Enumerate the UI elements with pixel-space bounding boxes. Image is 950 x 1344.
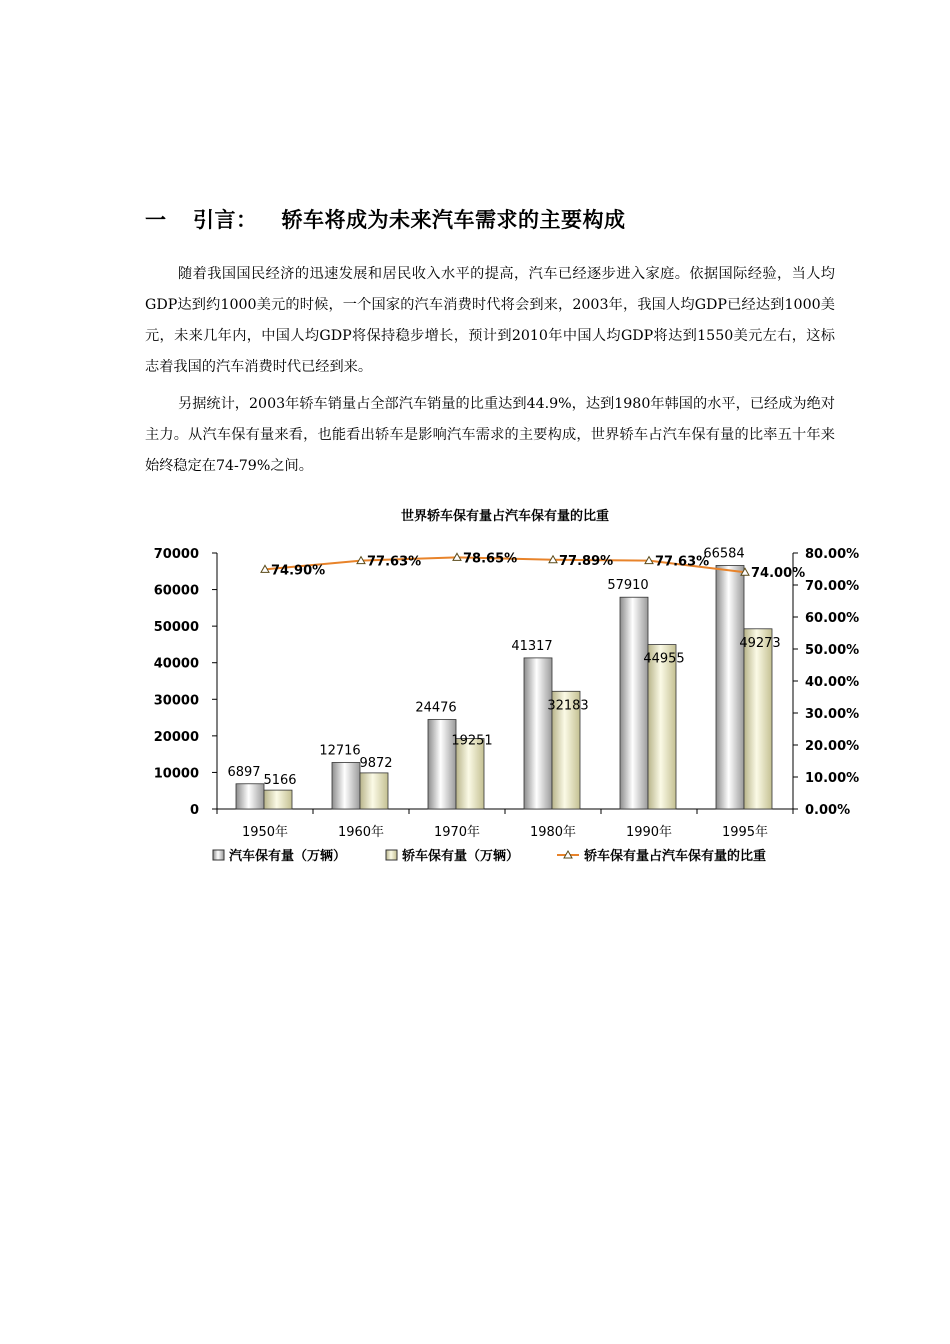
y-right-tick-label: 10.00% [805, 771, 860, 786]
y-right-tick-label: 80.00% [805, 547, 860, 562]
y-left-tick-label: 30000 [153, 693, 199, 709]
y-right-tick-label: 60.00% [805, 611, 860, 626]
ratio-label: 74.00% [751, 566, 806, 582]
legend-label: 汽车保有量（万辆） [229, 849, 347, 864]
paragraph: 随着我国国民经济的迅速发展和居民收入水平的提高，汽车已经逐步进入家庭。依据国际经验，当人均GDP达到约1000美元的时候，一个国家的汽车消费时代将会到来，2003年，我国人均GDP已经达到1000美元，未来几年内，中国人均GDP将保持稳步增长，预计到2010年中国人均GDP将达到1550美元左右，这标志着我国的汽车消费时代已经到来。 [145, 266, 835, 375]
y-left-tick-label: 20000 [153, 729, 199, 745]
ratio-label: 74.90% [271, 563, 326, 579]
bar-car-stock [716, 565, 744, 809]
heading-title: 轿车将成为未来汽车需求的主要构成 [281, 208, 626, 232]
data-label: 57910 [607, 578, 649, 594]
y-right-tick-label: 30.00% [805, 707, 860, 722]
x-tick-label: 1980年 [529, 825, 577, 840]
heading-lead: 引言： [193, 208, 258, 232]
x-tick-label: 1995年 [721, 825, 769, 840]
bar-car-stock [524, 658, 552, 809]
y-left-tick-label: 40000 [153, 656, 199, 672]
legend-label: 轿车保有量（万辆） [402, 849, 520, 864]
y-right-tick-label: 0.00% [805, 803, 851, 818]
x-tick-label: 1990年 [625, 825, 673, 840]
x-tick-label: 1960年 [337, 825, 385, 840]
data-label: 9872 [359, 755, 393, 771]
y-left-tick-label: 70000 [153, 547, 199, 562]
data-label: 49273 [739, 635, 781, 651]
heading-number: 一 [145, 208, 167, 232]
y-right-tick-label: 20.00% [805, 739, 860, 754]
legend-swatch-sedan-stock [386, 850, 397, 860]
paragraph: 另据统计，2003年轿车销量占全部汽车销量的比重达到44.9%，达到1980年韩国的水平，已经成为绝对主力。从汽车保有量来看，也能看出轿车是影响汽车需求的主要构成，世界轿车占汽车保有量的比率五十年来始终稳定在74-79%之间。 [145, 396, 835, 474]
data-label: 66584 [703, 546, 745, 562]
ratio-label: 77.63% [367, 554, 422, 570]
bar-sedan-stock [648, 645, 676, 809]
chart-title: 世界轿车保有量占汽车保有量的比重 [400, 509, 610, 524]
data-label: 19251 [451, 733, 493, 749]
bar-line-chart [145, 498, 860, 878]
ratio-label: 78.65% [463, 551, 518, 567]
data-label: 41317 [511, 638, 553, 654]
legend-swatch-car-stock [213, 850, 224, 860]
ratio-label: 77.63% [655, 554, 710, 570]
y-right-tick-label: 70.00% [805, 579, 860, 594]
data-label: 12716 [319, 743, 361, 759]
bar-sedan-stock [264, 790, 292, 809]
y-right-tick-label: 40.00% [805, 675, 860, 690]
bar-sedan-stock [456, 739, 484, 809]
legend-label: 轿车保有量占汽车保有量的比重 [584, 849, 767, 864]
x-tick-label: 1970年 [433, 825, 481, 840]
bar-car-stock [236, 784, 264, 809]
y-right-tick-label: 50.00% [805, 643, 860, 658]
y-left-tick-label: 0 [189, 803, 199, 818]
bar-sedan-stock [360, 773, 388, 809]
y-left-tick-label: 50000 [153, 620, 199, 636]
section-heading [145, 204, 626, 234]
bar-sedan-stock [744, 629, 772, 809]
x-tick-label: 1950年 [241, 825, 289, 840]
bar-car-stock [332, 762, 360, 809]
ratio-label: 77.89% [559, 553, 614, 569]
data-label: 44955 [643, 651, 685, 667]
y-left-tick-label: 10000 [153, 766, 199, 782]
data-label: 5166 [263, 773, 297, 789]
y-left-tick-label: 60000 [153, 583, 199, 599]
data-label: 24476 [415, 700, 457, 716]
data-label: 32183 [547, 698, 589, 714]
chart-container [145, 498, 860, 878]
data-label: 6897 [227, 764, 261, 780]
bar-car-stock [620, 597, 648, 809]
